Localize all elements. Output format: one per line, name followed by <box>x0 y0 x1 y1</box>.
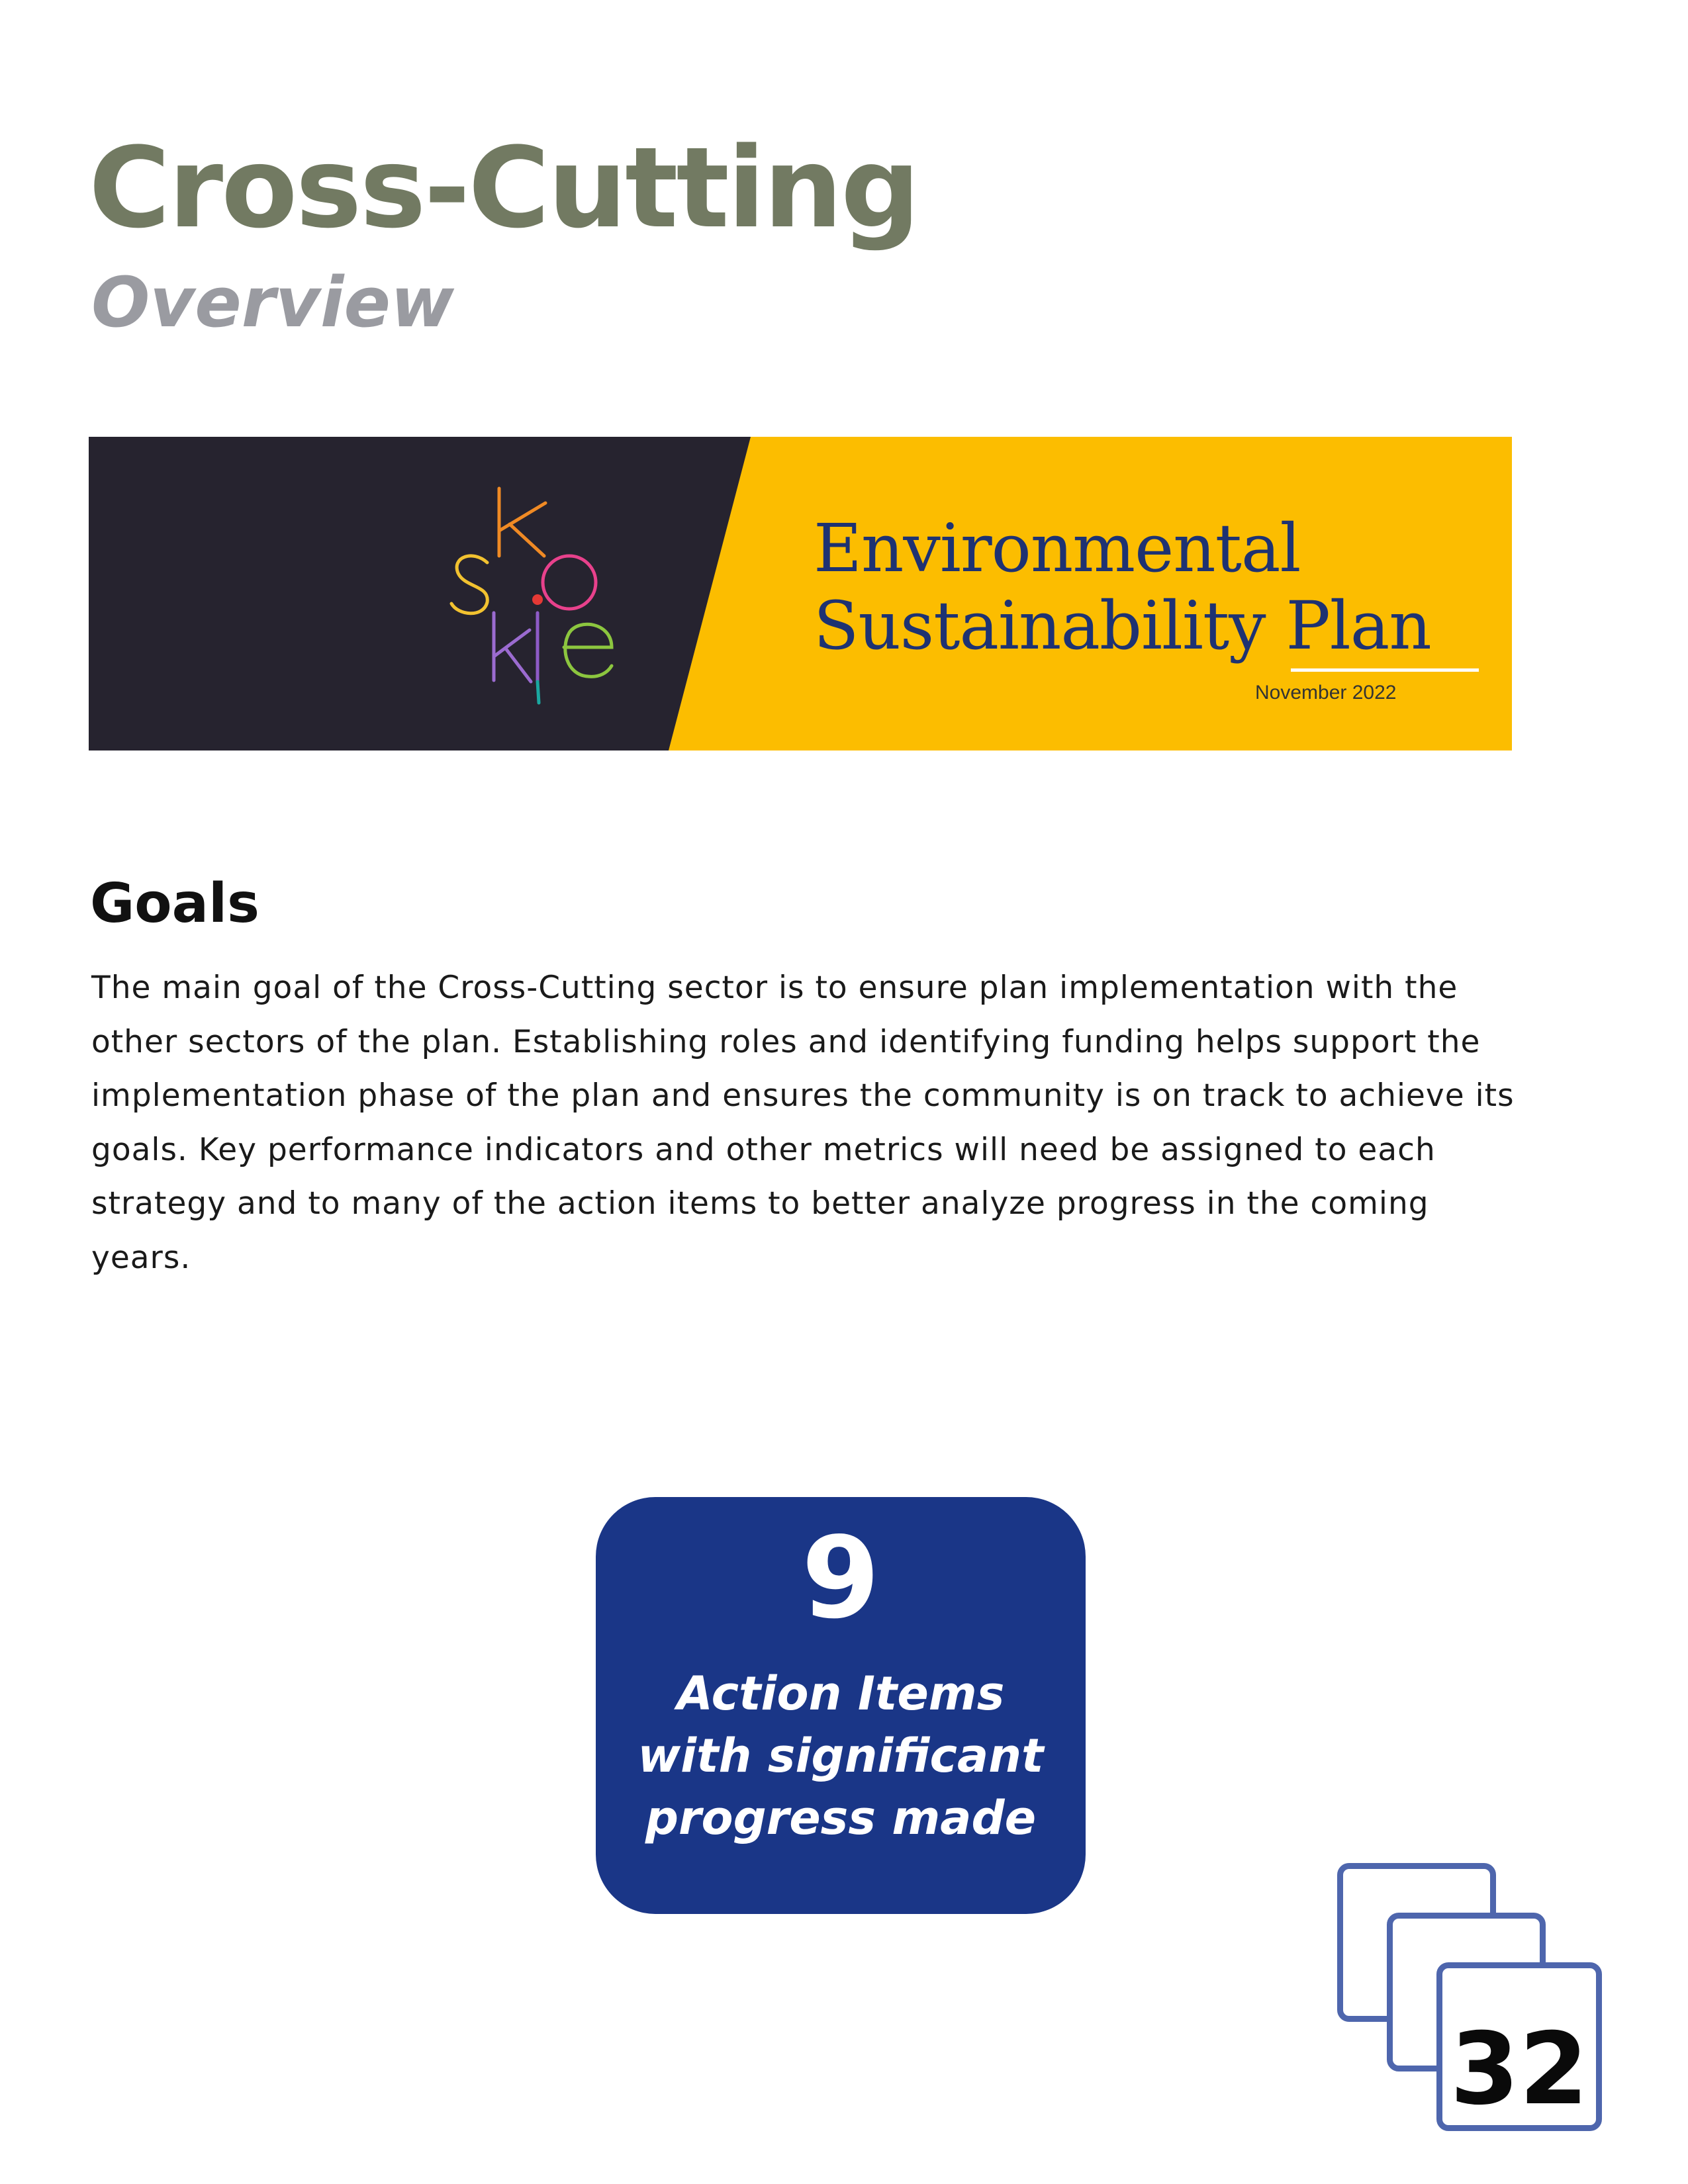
banner-title-line2: Sustainability Plan <box>814 587 1431 664</box>
stat-label-line1: Action Items <box>677 1666 1005 1721</box>
goals-heading: Goals <box>90 872 259 935</box>
banner-title-line1: Environmental <box>814 510 1301 587</box>
action-items-stat-card <box>596 1497 1086 1914</box>
banner-divider <box>1291 668 1479 672</box>
page-number: 32 <box>1450 2012 1589 2127</box>
stat-label-line3: progress made <box>645 1791 1037 1845</box>
stat-value: 9 <box>801 1513 880 1644</box>
banner-title <box>814 510 1431 664</box>
stat-label-line2: with significant <box>637 1729 1044 1783</box>
goals-body: The main goal of the Cross-Cutting sector is to ensure plan implementation with the other sectors of the plan. Establishing roles and identifying funding helps support the implementation phase of the plan and ensures the community is on track to achieve its goals. Key performance indicators and other metrics will need be assigned to each strategy and to many of the action items to better analyze progress in the coming years. <box>91 970 1515 1276</box>
page-title: Cross-Cutting <box>89 123 919 253</box>
skokie-logo-icon <box>446 483 618 708</box>
stat-label <box>596 1662 1086 1849</box>
page-subtitle: Overview <box>91 262 455 343</box>
plan-banner <box>89 437 1512 751</box>
banner-date: November 2022 <box>1255 682 1397 704</box>
stacked-pages-icon <box>1331 1863 1609 2141</box>
